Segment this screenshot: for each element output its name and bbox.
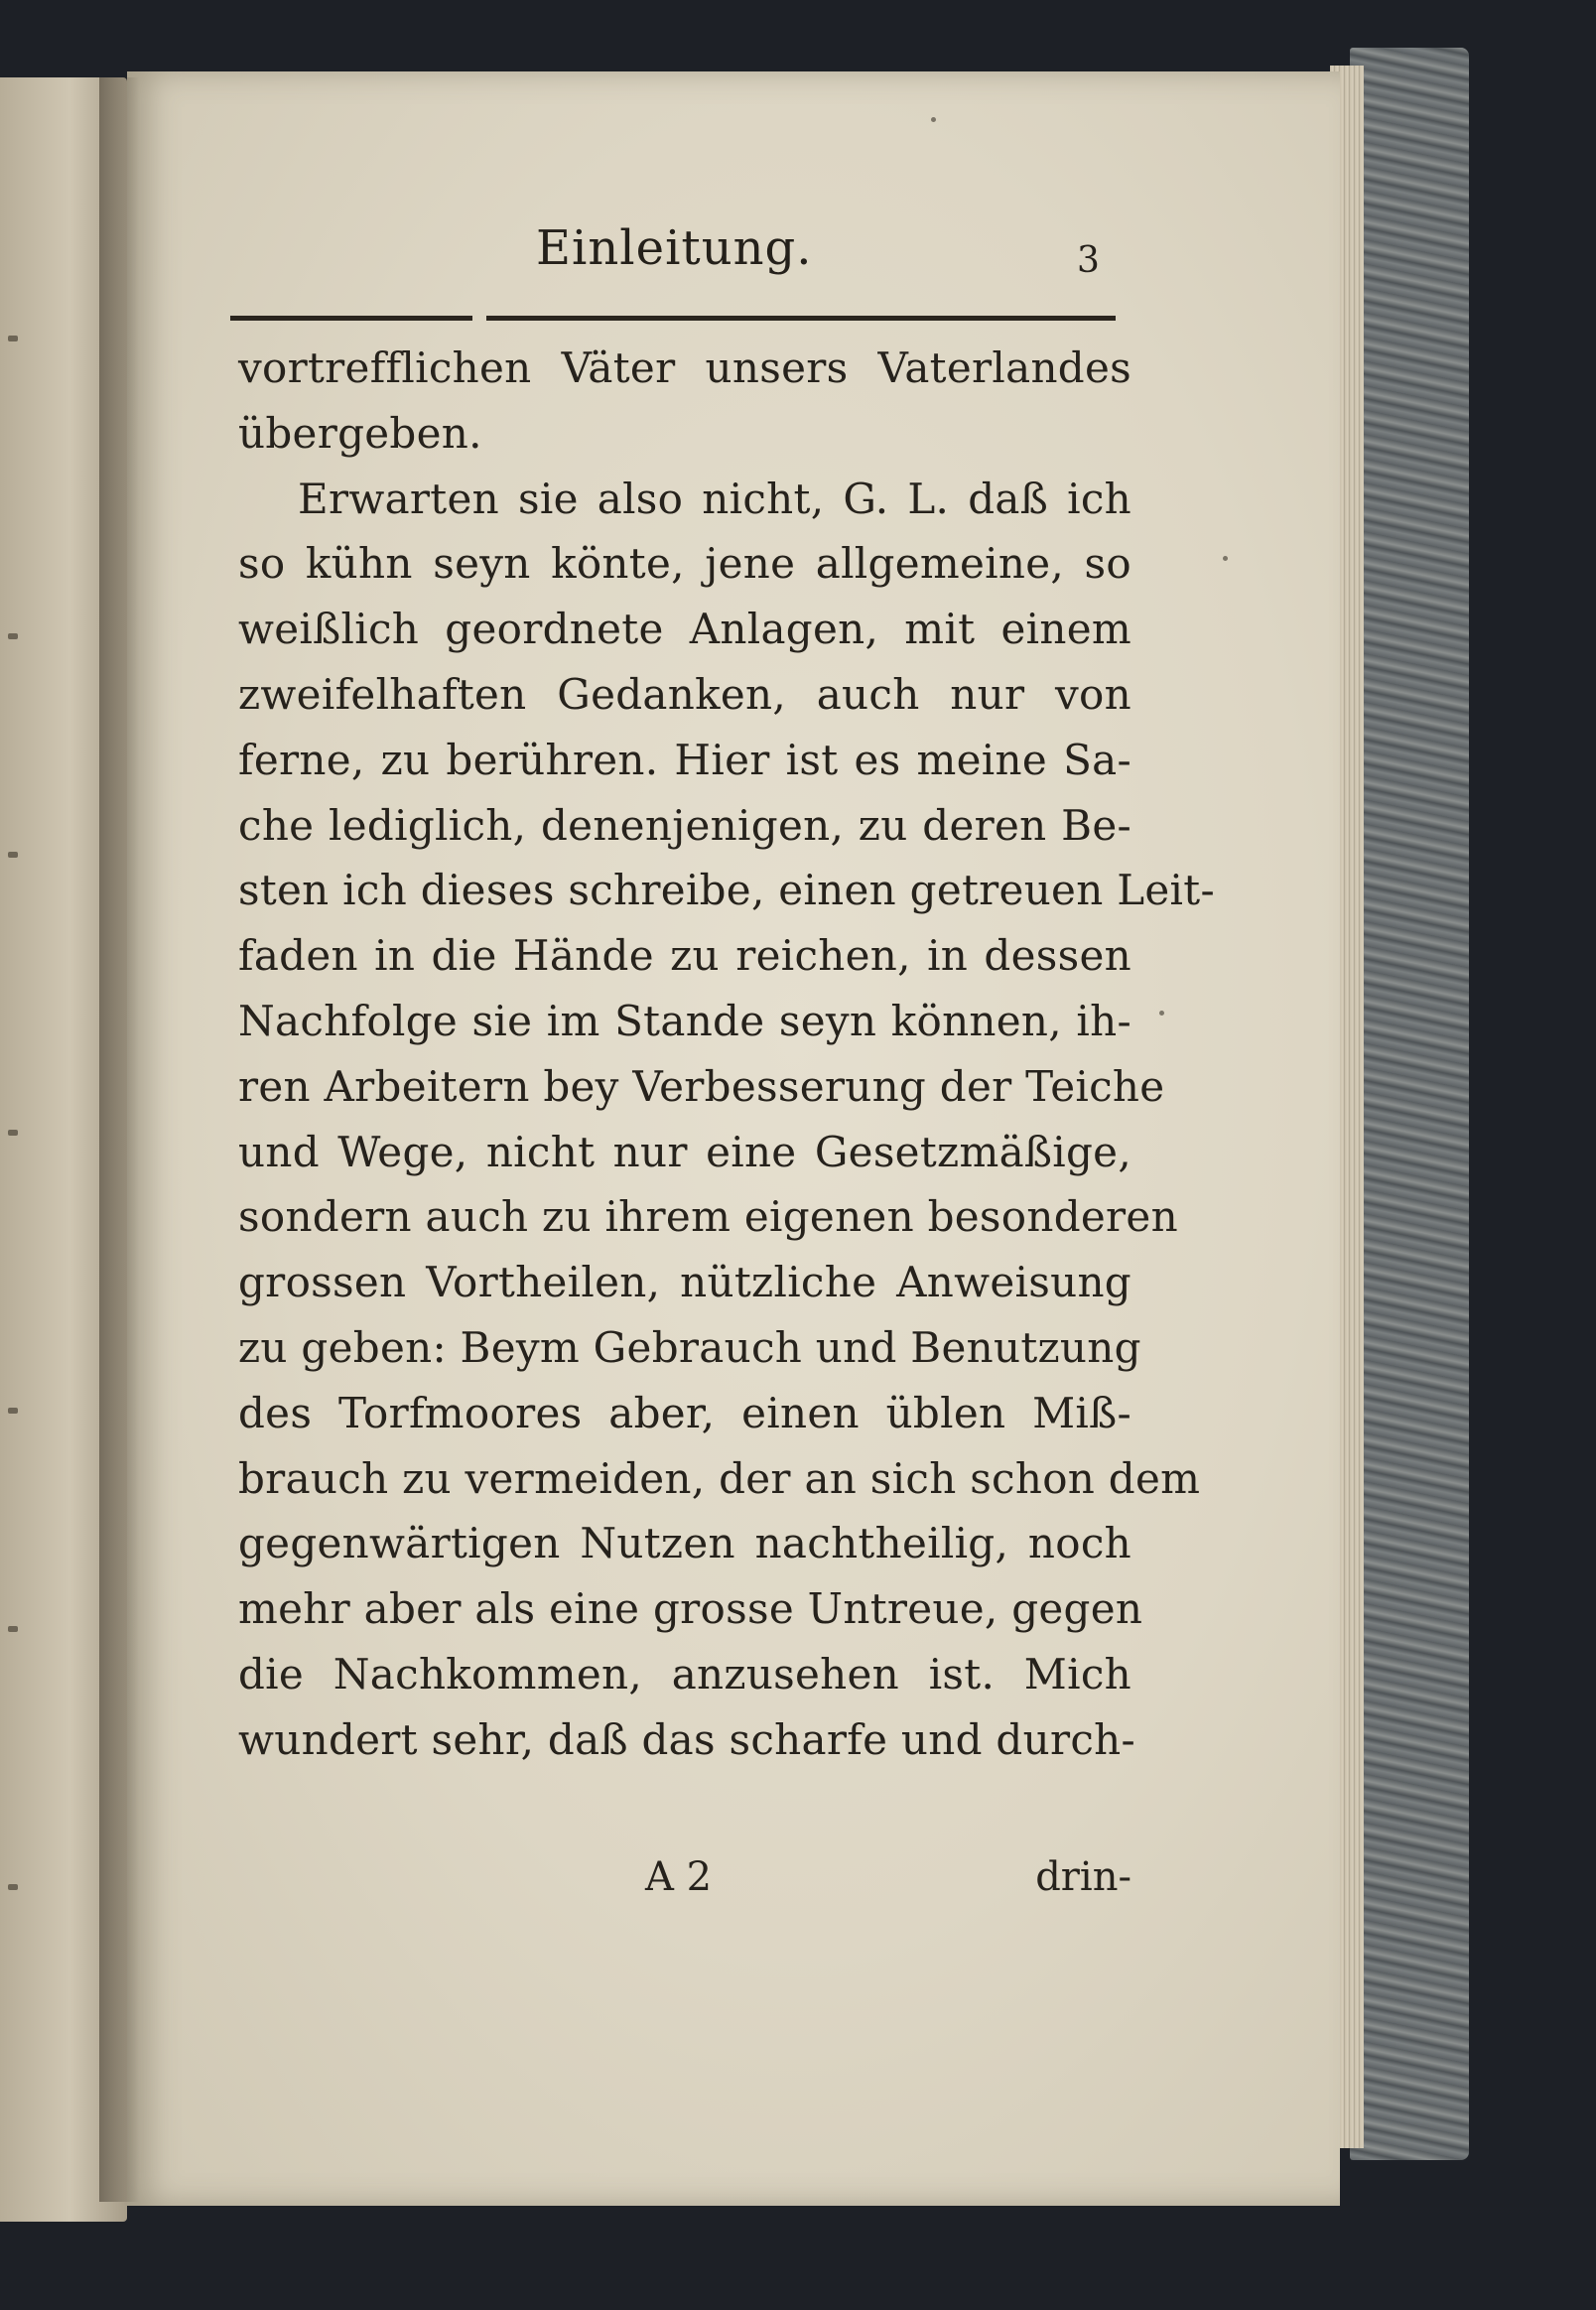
text-line: des Torfmoores aber, einen üblen Miß- (238, 1388, 1131, 1437)
edge-mark (8, 336, 18, 341)
edge-mark (8, 852, 18, 858)
text-line: übergeben. (238, 408, 482, 458)
head-rule-left (230, 316, 472, 321)
page-number: 3 (1077, 240, 1100, 281)
running-head-title: Einleitung. (536, 220, 813, 276)
text-line: zweifelhaften Gedanken, auch nur von (238, 669, 1131, 719)
catchword: drin- (1035, 1854, 1131, 1900)
text-line: Nachfolge sie im Stande seyn können, ih- (238, 996, 1131, 1045)
text-line: so kühn seyn könte, jene allgemeine, so (238, 539, 1131, 589)
edge-mark (8, 1408, 18, 1414)
text-line: Erwarten sie also nicht, G. L. daß ich (298, 474, 1131, 523)
text-line: vortrefflichen Väter unsers Vaterlandes (238, 343, 1131, 392)
running-head (99, 149, 1112, 281)
body-text (238, 336, 1215, 1773)
text-line: die Nachkommen, anzusehen ist. Mich (238, 1649, 1131, 1699)
paper-speck (1159, 1011, 1164, 1016)
paper-speck (1223, 556, 1228, 561)
text-line: weißlich geordnete Anlagen, mit einem (238, 605, 1131, 654)
head-rule-right (486, 316, 1116, 321)
paper-speck (931, 117, 936, 122)
text-line: mehr aber als eine grosse Untreue, gegen (238, 1584, 1143, 1634)
text-line: sten ich dieses schreibe, einen getreuen Leit- (238, 866, 1215, 915)
text-line: ferne, zu berühren. Hier ist es meine Sa- (238, 735, 1131, 784)
text-line: brauch zu vermeiden, der an sich schon dem (238, 1453, 1201, 1503)
page-footer (238, 1854, 1131, 1914)
book-cover-board (1350, 48, 1469, 2160)
text-line: faden in die Hände zu reichen, in dessen (238, 931, 1131, 981)
text-line: und Wege, nicht nur eine Gesetzmäßige, (238, 1127, 1131, 1176)
text-line: sondern auch zu ihrem eigenen besonderen (238, 1192, 1178, 1242)
edge-mark (8, 1884, 18, 1890)
edge-mark (8, 1626, 18, 1632)
edge-mark (8, 1130, 18, 1136)
text-line: grossen Vortheilen, nützliche Anweisung (238, 1258, 1131, 1307)
edge-mark (8, 633, 18, 639)
text-line: gegenwärtigen Nutzen nachtheilig, noch (238, 1519, 1131, 1568)
text-line: che lediglich, denenjenigen, zu deren Be- (238, 800, 1131, 850)
signature-mark: A 2 (645, 1854, 713, 1900)
text-line: ren Arbeitern bey Verbesserung der Teiche (238, 1061, 1165, 1111)
text-line: wundert sehr, daß das scharfe und durch- (238, 1714, 1135, 1764)
text-line: zu geben: Beym Gebrauch und Benutzung (238, 1322, 1141, 1372)
page-gutter-shadow (99, 77, 139, 2202)
